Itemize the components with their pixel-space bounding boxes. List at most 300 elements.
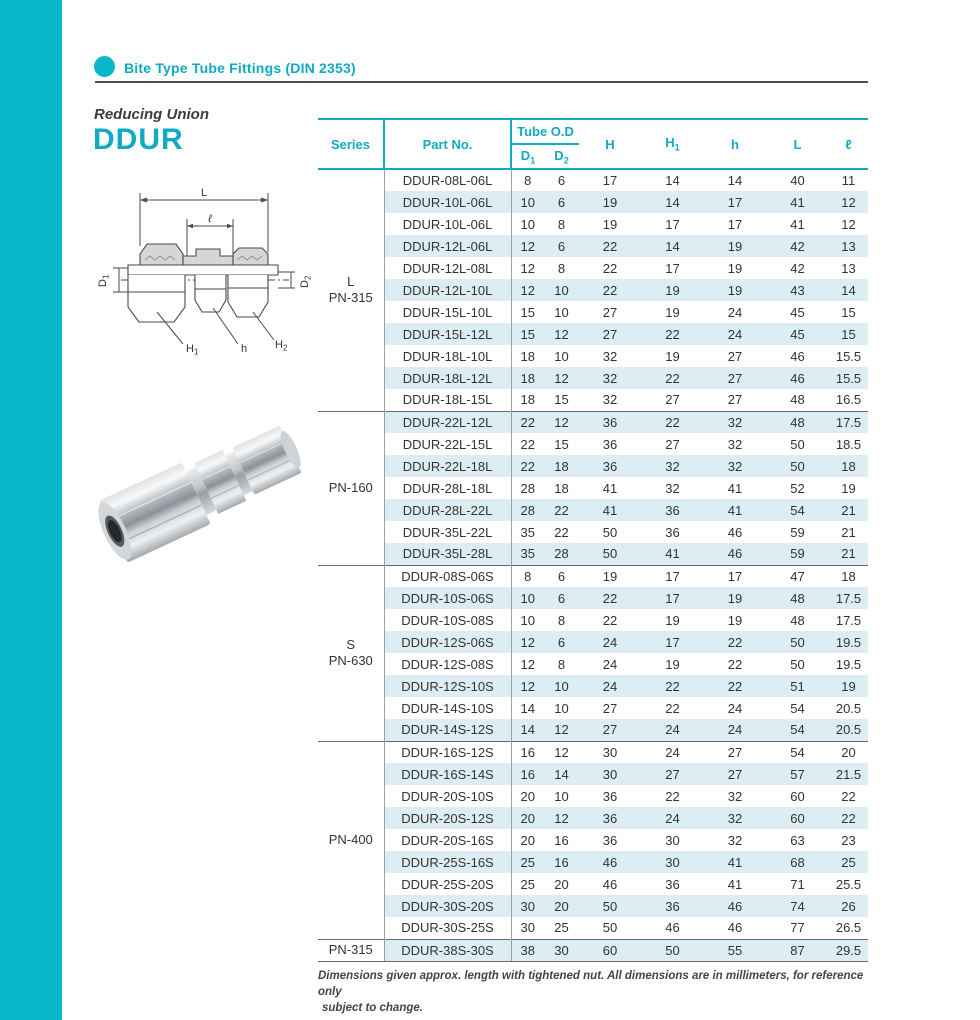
dimension-cell: 48 bbox=[766, 587, 829, 609]
dimension-cell: 27 bbox=[641, 763, 704, 785]
dimension-cell: 52 bbox=[790, 480, 805, 496]
dimension-cell: 10 bbox=[520, 216, 535, 232]
dimension-cell: 22 bbox=[641, 323, 704, 345]
dimension-cell: 18 bbox=[520, 348, 535, 364]
dimension-cell: 10 bbox=[511, 191, 544, 213]
dimension-cell: 16.5 bbox=[835, 392, 862, 408]
part-no-cell: DDUR-18L-15L bbox=[384, 389, 511, 411]
dimension-cell: 18 bbox=[520, 392, 535, 408]
table-row bbox=[318, 697, 868, 719]
dimension-cell: 50 bbox=[790, 656, 805, 672]
dimension-cell: 55 bbox=[704, 939, 766, 961]
dimension-cell: 30 bbox=[641, 851, 704, 873]
dimension-cell: 12 bbox=[544, 411, 579, 433]
dimension-cell: 8 bbox=[511, 565, 544, 587]
dimension-cell: 19 bbox=[579, 191, 641, 213]
dimension-cell: 22 bbox=[841, 788, 856, 804]
dimension-cell: 8 bbox=[524, 173, 532, 188]
dimension-cell: 10 bbox=[544, 675, 579, 697]
dimension-cell: 12 bbox=[829, 191, 868, 213]
series-label: L PN-315 bbox=[318, 169, 384, 411]
dimension-cell: 24 bbox=[704, 719, 766, 741]
dimension-cell: 27 bbox=[727, 348, 743, 364]
dimension-cell: 41 bbox=[727, 480, 743, 496]
dimension-cell: 20 bbox=[520, 788, 535, 804]
col-header-tube-od: Tube O.D bbox=[511, 119, 579, 144]
dimension-cell: 22 bbox=[704, 631, 766, 653]
dimension-cell: 46 bbox=[790, 348, 805, 364]
table-row bbox=[318, 499, 868, 521]
dimension-cell: 14 bbox=[641, 235, 704, 257]
dimension-cell: 19 bbox=[841, 480, 856, 496]
dimension-cell: 46 bbox=[579, 851, 641, 873]
dimension-cell: 40 bbox=[790, 173, 805, 188]
part-no-cell: DDUR-12S-08S bbox=[384, 653, 511, 675]
dimension-cell: 6 bbox=[544, 565, 579, 587]
dimension-cell: 6 bbox=[557, 173, 566, 188]
dimension-cell: 22 bbox=[511, 411, 544, 433]
part-no-cell: DDUR-20S-16S bbox=[384, 829, 511, 851]
header-rule bbox=[95, 81, 868, 83]
dimension-cell: 71 bbox=[790, 876, 805, 892]
dimension-cell: 12 bbox=[511, 279, 544, 301]
dimension-cell: 22 bbox=[602, 260, 618, 276]
part-no-cell: DDUR-14S-10S bbox=[384, 697, 511, 719]
dimension-cell: 22 bbox=[554, 524, 569, 540]
table-row bbox=[318, 279, 868, 301]
part-no-cell: DDUR-30S-25S bbox=[384, 917, 511, 939]
dimension-cell: 16 bbox=[544, 851, 579, 873]
dim-label-D1: $D_1$ bbox=[97, 274, 111, 287]
dimension-cell: 19.5 bbox=[829, 631, 868, 653]
dimension-cell: 32 bbox=[602, 348, 618, 364]
dimension-cell: 20.5 bbox=[829, 719, 868, 741]
dimension-cell: 15.5 bbox=[835, 348, 862, 364]
dimension-cell: 26.5 bbox=[835, 920, 862, 936]
part-no-cell: DDUR-18L-10L bbox=[384, 345, 511, 367]
dimension-cell: 10 bbox=[554, 788, 569, 804]
page-edge-band bbox=[0, 0, 62, 1020]
dimension-cell: 21.5 bbox=[829, 763, 868, 785]
dim-label-ell: ℓ bbox=[208, 213, 212, 225]
fittings-table-body bbox=[318, 169, 868, 961]
part-no-cell: DDUR-22L-18L bbox=[384, 455, 511, 477]
dimension-cell: 17 bbox=[641, 587, 704, 609]
dimension-cell: 24 bbox=[579, 631, 641, 653]
dimension-cell: 22 bbox=[602, 612, 618, 628]
dimension-cell: 17 bbox=[704, 191, 766, 213]
dim-label-h: h bbox=[241, 343, 248, 355]
dimension-cell: 18 bbox=[511, 367, 544, 389]
dimension-cell: 18 bbox=[554, 480, 569, 496]
dimension-cell: 28 bbox=[511, 499, 544, 521]
dimension-cell: 27 bbox=[579, 323, 641, 345]
dimension-cell: 22 bbox=[520, 436, 535, 452]
dimension-cell: 30 bbox=[579, 741, 641, 763]
section-bullet-icon bbox=[94, 56, 115, 77]
dimension-cell: 45 bbox=[766, 323, 829, 345]
dimension-cell: 27 bbox=[602, 700, 618, 716]
part-no-cell: DDUR-12L-06L bbox=[384, 235, 511, 257]
dimension-cell: 16 bbox=[554, 832, 569, 848]
dimension-cell: 16 bbox=[511, 741, 544, 763]
dimension-cell: 32 bbox=[727, 436, 743, 452]
part-no-cell: DDUR-10S-08S bbox=[384, 609, 511, 631]
dimension-cell: 51 bbox=[766, 675, 829, 697]
dimension-cell: 87 bbox=[766, 939, 829, 961]
part-no-cell: DDUR-10L-06L bbox=[384, 213, 511, 235]
table-row bbox=[318, 741, 868, 763]
part-no-cell: DDUR-08S-06S bbox=[384, 565, 511, 587]
dimension-cell: 19 bbox=[641, 279, 704, 301]
dimension-cell: 14 bbox=[829, 279, 868, 301]
dimension-cell: 19.5 bbox=[835, 656, 862, 672]
part-no-cell: DDUR-15L-10L bbox=[384, 301, 511, 323]
technical-drawing bbox=[95, 172, 315, 362]
dimension-cell: 6 bbox=[544, 631, 579, 653]
dimension-cell: 27 bbox=[579, 719, 641, 741]
dimension-cell: 8 bbox=[557, 612, 566, 628]
dimension-cell: 8 bbox=[557, 216, 566, 232]
dimension-cell: 17 bbox=[641, 631, 704, 653]
table-row bbox=[318, 521, 868, 543]
dimension-cell: 77 bbox=[790, 920, 805, 936]
dimension-cell: 45 bbox=[790, 304, 805, 320]
dimension-cell: 15.5 bbox=[829, 367, 868, 389]
dimension-cell: 25 bbox=[829, 851, 868, 873]
table-row bbox=[318, 169, 868, 191]
dimension-cell: 12 bbox=[544, 741, 579, 763]
dimension-cell: 32 bbox=[579, 367, 641, 389]
dimension-cell: 59 bbox=[790, 524, 805, 540]
table-row bbox=[318, 609, 868, 631]
dimension-cell: 12 bbox=[544, 807, 579, 829]
dimension-cell: 19 bbox=[704, 279, 766, 301]
dimension-cell: 17 bbox=[665, 216, 680, 232]
dimension-cell: 22 bbox=[579, 279, 641, 301]
dimension-cell: 24 bbox=[602, 656, 618, 672]
table-row bbox=[318, 477, 868, 499]
table-row bbox=[318, 301, 868, 323]
dimension-cell: 41 bbox=[641, 543, 704, 565]
series-label: PN-160 bbox=[318, 411, 384, 565]
dimension-cell: 24 bbox=[641, 719, 704, 741]
dimension-cell: 48 bbox=[766, 411, 829, 433]
dimension-cell: 25 bbox=[520, 876, 535, 892]
part-no-cell: DDUR-20S-10S bbox=[384, 785, 511, 807]
dimension-cell: 36 bbox=[641, 499, 704, 521]
part-no-cell: DDUR-12L-10L bbox=[384, 279, 511, 301]
col-header-series: Series bbox=[318, 119, 384, 169]
col-header-d2: $D_2$ bbox=[544, 144, 579, 169]
dimension-cell: 20 bbox=[544, 895, 579, 917]
table-row bbox=[318, 807, 868, 829]
dimension-cell: 8 bbox=[557, 656, 566, 672]
dimension-cell: 21 bbox=[841, 524, 856, 540]
dimension-cell: 25 bbox=[554, 920, 569, 936]
dimension-cell: 19 bbox=[704, 587, 766, 609]
dimension-cell: 13 bbox=[841, 260, 856, 276]
dimension-cell: 12 bbox=[841, 216, 856, 232]
dimension-cell: 12 bbox=[511, 675, 544, 697]
product-photo bbox=[95, 390, 305, 590]
dimension-cell: 19 bbox=[727, 612, 743, 628]
dimension-cell: 47 bbox=[766, 565, 829, 587]
dimension-cell: 26 bbox=[829, 895, 868, 917]
table-row bbox=[318, 235, 868, 257]
dimension-cell: 12 bbox=[544, 719, 579, 741]
dimension-cell: 20 bbox=[511, 807, 544, 829]
dimension-cell: 16 bbox=[511, 763, 544, 785]
dimension-cell: 32 bbox=[641, 455, 704, 477]
dimension-cell: 19 bbox=[579, 565, 641, 587]
table-row bbox=[318, 873, 868, 895]
footnote-line-2: subject to change. bbox=[322, 1002, 423, 1015]
dimension-cell: 50 bbox=[602, 524, 618, 540]
dimension-cell: 42 bbox=[766, 235, 829, 257]
part-no-cell: DDUR-12S-10S bbox=[384, 675, 511, 697]
table-row bbox=[318, 323, 868, 345]
dimension-cell: 15 bbox=[554, 392, 569, 408]
dimension-cell: 17 bbox=[727, 216, 743, 232]
dimension-cell: 27 bbox=[704, 741, 766, 763]
table-row bbox=[318, 367, 868, 389]
dimension-cell: 22 bbox=[665, 788, 680, 804]
dimension-cell: 15 bbox=[554, 436, 569, 452]
dimension-cell: 17 bbox=[641, 565, 704, 587]
dimension-cell: 48 bbox=[790, 392, 805, 408]
dimension-cell: 19 bbox=[704, 235, 766, 257]
dimension-cell: 30 bbox=[665, 832, 680, 848]
dimension-cell: 18.5 bbox=[835, 436, 862, 452]
dimension-cell: 30 bbox=[520, 920, 535, 936]
dimension-cell: 25 bbox=[511, 851, 544, 873]
table-row bbox=[318, 631, 868, 653]
product-family: Reducing Union bbox=[94, 106, 209, 123]
dimension-cell: 24 bbox=[727, 700, 743, 716]
dimension-cell: 46 bbox=[602, 876, 618, 892]
table-row bbox=[318, 191, 868, 213]
dimension-cell: 43 bbox=[766, 279, 829, 301]
dimension-cell: 32 bbox=[727, 788, 743, 804]
col-header-d1: $D_1$ bbox=[511, 144, 544, 169]
dimension-cell: 54 bbox=[766, 741, 829, 763]
dimension-cell: 13 bbox=[829, 235, 868, 257]
col-header-H: H bbox=[579, 119, 641, 169]
dimension-cell: 27 bbox=[602, 304, 618, 320]
dimension-cell: 60 bbox=[790, 788, 805, 804]
dimension-cell: 8 bbox=[557, 260, 566, 276]
dimension-cell: 50 bbox=[790, 436, 805, 452]
dimension-cell: 60 bbox=[579, 939, 641, 961]
dimension-cell: 12 bbox=[511, 235, 544, 257]
dimension-cell: 50 bbox=[579, 895, 641, 917]
dimension-cell: 32 bbox=[665, 480, 680, 496]
dimension-cell: 35 bbox=[520, 524, 535, 540]
product-code: DDUR bbox=[93, 123, 184, 156]
part-no-cell: DDUR-10S-06S bbox=[384, 587, 511, 609]
dimension-cell: 21 bbox=[829, 543, 868, 565]
dimension-cell: 41 bbox=[704, 499, 766, 521]
dimension-cell: 22 bbox=[544, 499, 579, 521]
part-no-cell: DDUR-38S-30S bbox=[384, 939, 511, 961]
series-label: PN-315 bbox=[318, 939, 384, 961]
dimension-cell: 14 bbox=[641, 191, 704, 213]
dimension-cell: 50 bbox=[602, 920, 618, 936]
dimension-cell: 19 bbox=[727, 260, 743, 276]
part-no-cell: DDUR-35L-22L bbox=[384, 521, 511, 543]
dimension-cell: 30 bbox=[544, 939, 579, 961]
col-header-H1: $H_1$ bbox=[641, 119, 704, 169]
dimension-cell: 10 bbox=[520, 612, 535, 628]
dimension-cell: 48 bbox=[790, 612, 805, 628]
part-no-cell: DDUR-22L-12L bbox=[384, 411, 511, 433]
dimension-cell: 36 bbox=[602, 788, 618, 804]
dimension-cell: 12 bbox=[544, 367, 579, 389]
dimension-cell: 19 bbox=[665, 348, 680, 364]
dim-label-H1: $H_1$ bbox=[186, 343, 199, 357]
dimension-cell: 19 bbox=[665, 656, 680, 672]
dimension-cell: 46 bbox=[704, 543, 766, 565]
dimension-cell: 38 bbox=[511, 939, 544, 961]
part-no-cell: DDUR-10L-06L bbox=[384, 191, 511, 213]
dimension-cell: 42 bbox=[790, 260, 805, 276]
dimension-cell: 21 bbox=[829, 499, 868, 521]
dimension-cell: 17.5 bbox=[835, 612, 862, 628]
dimension-cell: 27 bbox=[665, 436, 680, 452]
table-row bbox=[318, 675, 868, 697]
dimension-cell: 22 bbox=[641, 367, 704, 389]
dimension-cell: 36 bbox=[665, 876, 680, 892]
dimension-cell: 63 bbox=[790, 832, 805, 848]
dimension-cell: 27 bbox=[704, 763, 766, 785]
dimension-cell: 28 bbox=[520, 480, 535, 496]
dimension-cell: 24 bbox=[727, 304, 743, 320]
dimension-cell: 32 bbox=[727, 832, 743, 848]
part-no-cell: DDUR-16S-12S bbox=[384, 741, 511, 763]
dim-label-H2: $H_2$ bbox=[275, 339, 288, 353]
dimension-cell: 14 bbox=[544, 763, 579, 785]
series-label: S PN-630 bbox=[318, 565, 384, 741]
dimension-cell: 19 bbox=[665, 304, 680, 320]
dimension-cell: 36 bbox=[579, 807, 641, 829]
part-no-cell: DDUR-12S-06S bbox=[384, 631, 511, 653]
dimension-cell: 68 bbox=[766, 851, 829, 873]
part-no-cell: DDUR-28L-22L bbox=[384, 499, 511, 521]
part-no-cell: DDUR-35L-28L bbox=[384, 543, 511, 565]
dimension-cell: 60 bbox=[766, 807, 829, 829]
part-no-cell: DDUR-08L-06L bbox=[384, 169, 511, 191]
dimension-cell: 20 bbox=[520, 832, 535, 848]
dimension-cell: 22 bbox=[641, 675, 704, 697]
dimension-cell: 6 bbox=[544, 191, 579, 213]
footnote-line-1: Dimensions given approx. length with tightened nut. All dimensions are in millimeters, for reference only bbox=[318, 970, 864, 999]
table-row bbox=[318, 433, 868, 455]
part-no-cell: DDUR-15L-12L bbox=[384, 323, 511, 345]
dimension-cell: 18 bbox=[829, 565, 868, 587]
dimension-cell: 27 bbox=[704, 367, 766, 389]
dimension-cell: 15 bbox=[511, 323, 544, 345]
part-no-cell: DDUR-14S-12S bbox=[384, 719, 511, 741]
dimension-cell: 46 bbox=[665, 920, 680, 936]
section-title: Bite Type Tube Fittings (DIN 2353) bbox=[124, 60, 356, 76]
dimension-cell: 30 bbox=[511, 895, 544, 917]
col-header-part-no: Part No. bbox=[384, 119, 511, 169]
table-row bbox=[318, 829, 868, 851]
dimension-cell: 19 bbox=[829, 675, 868, 697]
table-row bbox=[318, 719, 868, 741]
dimension-cell: 28 bbox=[544, 543, 579, 565]
dimension-cell: 50 bbox=[766, 455, 829, 477]
table-row bbox=[318, 895, 868, 917]
dimension-cell: 11 bbox=[841, 173, 856, 188]
dimension-cell: 24 bbox=[641, 741, 704, 763]
dimension-cell: 27 bbox=[727, 392, 743, 408]
dimension-cell: 59 bbox=[766, 543, 829, 565]
dimension-cell: 12 bbox=[520, 260, 535, 276]
part-no-cell: DDUR-12L-08L bbox=[384, 257, 511, 279]
table-row bbox=[318, 543, 868, 565]
dimension-cell: 19 bbox=[602, 216, 618, 232]
dimension-cell: 17 bbox=[665, 260, 680, 276]
dim-label-D2: $D_2$ bbox=[299, 275, 313, 288]
dimension-cell: 15 bbox=[520, 304, 535, 320]
dimension-cell: 46 bbox=[727, 920, 743, 936]
dimension-cell: 36 bbox=[665, 524, 680, 540]
dimension-cell: 17 bbox=[704, 565, 766, 587]
part-no-cell: DDUR-30S-20S bbox=[384, 895, 511, 917]
dimension-cell: 41 bbox=[766, 191, 829, 213]
dimension-cell: 50 bbox=[579, 543, 641, 565]
part-no-cell: DDUR-25S-16S bbox=[384, 851, 511, 873]
dimension-cell: 20 bbox=[554, 876, 569, 892]
dimension-cell: 10 bbox=[554, 348, 569, 364]
dimension-cell: 22 bbox=[579, 235, 641, 257]
dimension-cell: 74 bbox=[766, 895, 829, 917]
dimension-cell: 32 bbox=[704, 455, 766, 477]
dimension-cell: 41 bbox=[704, 851, 766, 873]
dimension-cell: 10 bbox=[554, 700, 569, 716]
dimension-cell: 32 bbox=[704, 411, 766, 433]
dimension-cell: 36 bbox=[579, 455, 641, 477]
dim-label-L: L bbox=[200, 187, 208, 199]
series-label: PN-400 bbox=[318, 741, 384, 939]
dimension-cell: 35 bbox=[511, 543, 544, 565]
part-no-cell: DDUR-20S-12S bbox=[384, 807, 511, 829]
dimension-cell: 10 bbox=[544, 279, 579, 301]
part-no-cell: DDUR-16S-14S bbox=[384, 763, 511, 785]
dimension-cell: 30 bbox=[579, 763, 641, 785]
dimension-cell: 24 bbox=[579, 675, 641, 697]
dimension-cell: 14 bbox=[520, 700, 535, 716]
table-row bbox=[318, 411, 868, 433]
col-header-h: h bbox=[704, 119, 766, 169]
dimension-cell: 22 bbox=[511, 455, 544, 477]
dimension-cell: 24 bbox=[641, 807, 704, 829]
dimension-cell: 54 bbox=[766, 499, 829, 521]
part-no-cell: DDUR-18L-12L bbox=[384, 367, 511, 389]
dimension-cell: 22 bbox=[665, 700, 680, 716]
dimension-cell: 22 bbox=[704, 675, 766, 697]
dimension-cell: 15 bbox=[841, 304, 856, 320]
dimension-cell: 6 bbox=[544, 587, 579, 609]
dimension-cell: 14 bbox=[665, 173, 680, 188]
dimension-cell: 50 bbox=[641, 939, 704, 961]
dimension-cell: 22 bbox=[727, 656, 743, 672]
dimension-cell: 17 bbox=[602, 173, 618, 188]
dimension-cell: 36 bbox=[641, 895, 704, 917]
dimension-cell: 6 bbox=[544, 235, 579, 257]
